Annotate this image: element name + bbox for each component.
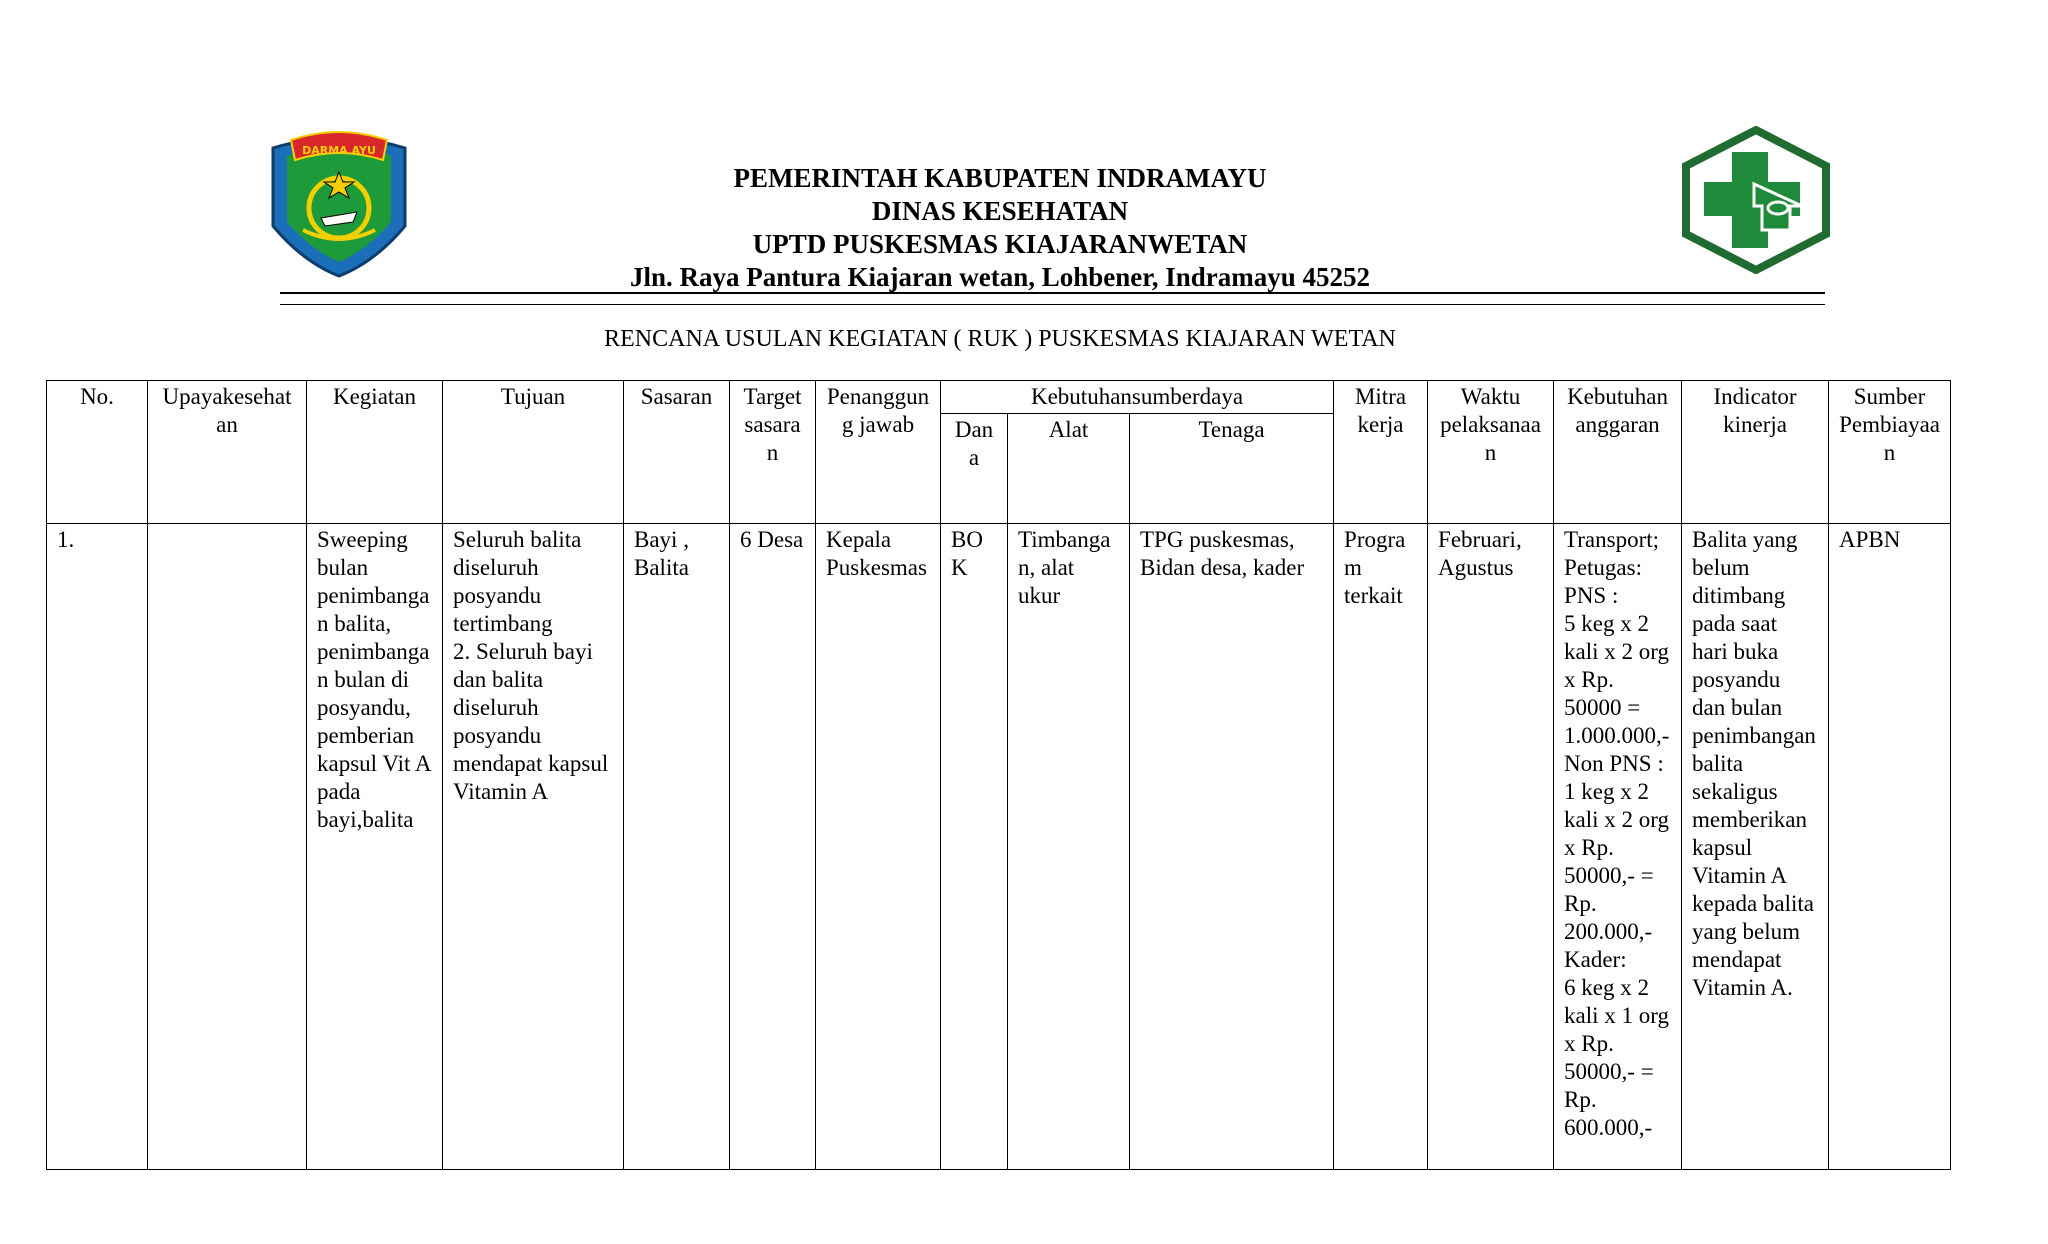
table-header-row: [47, 381, 1951, 414]
header-upaya-kesehatan: Upayakesehatan: [148, 381, 307, 524]
header-kebutuhan-anggaran: Kebutuhan anggaran: [1554, 381, 1682, 524]
header-mitra-kerja: Mitra kerja: [1334, 381, 1428, 524]
cell-no: 1.: [47, 524, 148, 1170]
header-sasaran: Sasaran: [624, 381, 730, 524]
header-target-sasaran: Target sasaran: [730, 381, 816, 524]
letterhead: [560, 162, 1440, 294]
puskesmas-logo-icon: [1680, 126, 1832, 274]
department-name: DINAS KESEHATAN: [871, 196, 1129, 226]
indramayu-crest-icon: [265, 126, 413, 278]
header-rule-thin: [280, 304, 1825, 305]
header-tenaga: Tenaga: [1130, 414, 1334, 524]
header-kebutuhan-sumberdaya: Kebutuhansumberdaya: [941, 381, 1334, 414]
government-name: PEMERINTAH KABUPATEN INDRAMAYU: [733, 163, 1267, 193]
header-penanggung-jawab: Penanggung jawab: [816, 381, 941, 524]
cell-tenaga: TPG puskesmas, Bidan desa, kader: [1130, 524, 1334, 1170]
header-rule-thick: [280, 292, 1825, 294]
header-sumber-pembiayaan: Sumber Pembiayaan: [1829, 381, 1951, 524]
cell-kebutuhan-anggaran: Transport; Petugas: PNS : 5 keg x 2 kali x 2 org x Rp. 50000 = 1.000.000,- Non PNS : 1 keg x 2 kali x 2 org x Rp. 50000,- = Rp. 200.000,- Kader: 6 keg x 2 kali x 1 org x Rp. 50000,- = Rp. 600.000,-: [1554, 524, 1682, 1170]
header-tujuan: Tujuan: [443, 381, 624, 524]
header-kegiatan: Kegiatan: [307, 381, 443, 524]
header-indicator-kinerja: Indicator kinerja: [1682, 381, 1829, 524]
cell-indicator-kinerja: Balita yang belum ditimbang pada saat hari buka posyandu dan bulan penimbangan balita sekaligus memberikan kapsul Vitamin A kepada balita yang belum mendapat Vitamin A.: [1682, 524, 1829, 1170]
cell-waktu-pelaksanaan: Februari, Agustus: [1428, 524, 1554, 1170]
cell-penanggung-jawab: Kepala Puskesmas: [816, 524, 941, 1170]
address: Jln. Raya Pantura Kiajaran wetan, Lohbener, Indramayu 45252: [629, 262, 1371, 292]
cell-dana: BOK: [941, 524, 1008, 1170]
table-row: [47, 524, 1951, 1170]
cell-mitra-kerja: Program terkait: [1334, 524, 1428, 1170]
cell-sasaran: Bayi , Balita: [624, 524, 730, 1170]
document-title: RENCANA USULAN KEGIATAN ( RUK ) PUSKESMAS KIAJARAN WETAN: [604, 326, 1396, 352]
cell-kegiatan: Sweeping bulan penimbangan balita, penimbangan bulan di posyandu, pemberian kapsul Vit A pada bayi,balita: [307, 524, 443, 1170]
cell-upaya-kesehatan: [148, 524, 307, 1170]
svg-text:DARMA AYU: DARMA AYU: [302, 144, 376, 157]
cell-target-sasaran: 6 Desa: [730, 524, 816, 1170]
ruk-table: [46, 380, 1951, 1170]
header-dana: Dana: [941, 414, 1008, 524]
cell-sumber-pembiayaan: APBN: [1829, 524, 1951, 1170]
institution-name: UPTD PUSKESMAS KIAJARANWETAN: [752, 229, 1248, 259]
header-alat: Alat: [1008, 414, 1130, 524]
header-waktu-pelaksanaan: Waktu pelaksanaan: [1428, 381, 1554, 524]
cell-tujuan: Seluruh balita diseluruh posyandu tertimbang 2. Seluruh bayi dan balita diseluruh posyandu mendapat kapsul Vitamin A: [443, 524, 624, 1170]
header-no: No.: [47, 381, 148, 524]
cell-alat: Timbangan, alat ukur: [1008, 524, 1130, 1170]
